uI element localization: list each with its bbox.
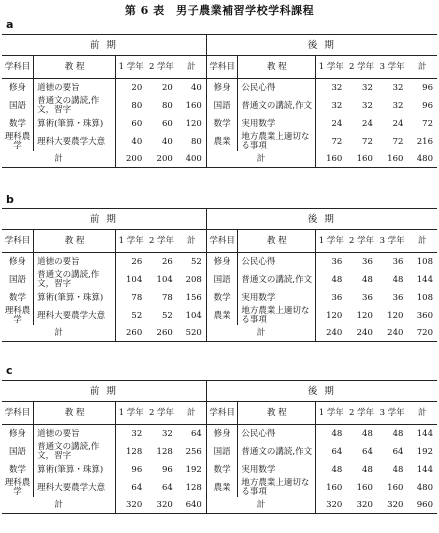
subject-cell: 修身 xyxy=(206,253,238,272)
table-row xyxy=(2,115,437,133)
hours-cell: 160 xyxy=(387,482,404,493)
hours-cell: 32 xyxy=(392,82,404,93)
curriculum-table-a xyxy=(2,34,437,168)
table-row xyxy=(2,307,437,325)
hours-cell: 78 xyxy=(131,292,143,303)
total-column-header: 計 xyxy=(177,402,207,425)
hours-cell: 32 xyxy=(161,428,173,439)
year3-column-header: 3 学年 xyxy=(377,402,408,425)
subject-cell: 修身 xyxy=(2,425,34,444)
total-cell: 240 xyxy=(346,325,377,342)
subject-cell: 国語 xyxy=(2,443,34,461)
year2-column-header: 2 学年 xyxy=(146,230,177,253)
first-term-header: 前 期 xyxy=(2,381,206,402)
section-label: a xyxy=(6,18,14,31)
hours-cell: 32 xyxy=(331,82,343,93)
total-cell: 200 xyxy=(116,151,147,168)
course-cell: 公民心得 xyxy=(238,253,316,272)
subject-cell: 修身 xyxy=(206,79,238,98)
year2-column-header: 2 学年 xyxy=(146,402,177,425)
hours-cell: 24 xyxy=(331,118,343,129)
subject-cell: 国語 xyxy=(206,443,238,461)
hours-total-cell: 128 xyxy=(177,479,207,497)
subject-cell: 修身 xyxy=(2,79,34,98)
hours-total-cell: 108 xyxy=(416,256,433,267)
hours-cell: 64 xyxy=(362,446,373,457)
hours-cell: 48 xyxy=(362,464,373,475)
subject-cell: 修身 xyxy=(2,253,34,272)
hours-total-cell: 40 xyxy=(177,79,207,98)
hours-cell: 36 xyxy=(331,256,343,267)
total-cell: 320 xyxy=(146,497,177,514)
hours-cell: 160 xyxy=(356,482,373,493)
year3-column-header: 3 学年 xyxy=(377,230,408,253)
second-term-header: 後 期 xyxy=(206,381,437,402)
total-label: 計 xyxy=(206,151,315,168)
course-cell: 普通文の講読,作文 xyxy=(238,443,316,461)
course-cell: 地方農業上適切なる事項 xyxy=(238,133,316,151)
hours-cell: 128 xyxy=(156,446,173,457)
course-cell: 実用数学 xyxy=(238,115,316,133)
curriculum-table-c xyxy=(2,380,437,514)
hours-cell: 104 xyxy=(126,274,143,285)
hours-cell: 32 xyxy=(392,100,404,111)
hours-cell: 36 xyxy=(331,292,343,303)
term-header-row xyxy=(2,209,437,230)
total-label: 計 xyxy=(206,497,315,514)
subject-cell: 国語 xyxy=(2,271,34,289)
hours-cell: 80 xyxy=(161,100,173,111)
hours-cell: 120 xyxy=(387,310,404,321)
totals-row xyxy=(2,151,437,168)
course-column-header: 教 程 xyxy=(238,402,316,425)
hours-total-cell: 216 xyxy=(416,136,433,147)
subject-column-header: 学科目 xyxy=(206,56,238,79)
hours-cell: 40 xyxy=(161,136,173,147)
hours-cell: 36 xyxy=(362,292,373,303)
hours-cell: 48 xyxy=(331,464,343,475)
grand-total-cell: 480 xyxy=(407,151,437,168)
total-cell: 320 xyxy=(116,497,147,514)
course-cell: 普通文の講読,作文 xyxy=(238,97,316,115)
table-row xyxy=(2,79,437,98)
hours-total-cell: 72 xyxy=(422,118,433,129)
course-cell: 公民心得 xyxy=(238,79,316,98)
course-column-header: 教 程 xyxy=(34,402,116,425)
hours-total-cell: 360 xyxy=(416,310,433,321)
hours-cell: 32 xyxy=(131,428,143,439)
total-column-header: 計 xyxy=(407,402,437,425)
total-label: 計 xyxy=(2,151,116,168)
hours-cell: 48 xyxy=(392,274,404,285)
subject-column-header: 学科目 xyxy=(206,230,238,253)
column-header-row xyxy=(2,402,437,425)
subject-cell: 数学 xyxy=(2,289,34,307)
column-header-row xyxy=(2,230,437,253)
hours-cell: 60 xyxy=(131,118,143,129)
subject-cell: 理科農学 xyxy=(2,133,34,151)
course-cell: 普通文の講読,作文，習字 xyxy=(34,271,116,289)
subject-column-header: 学科目 xyxy=(2,56,34,79)
total-label: 計 xyxy=(2,325,116,342)
hours-cell: 20 xyxy=(131,82,143,93)
hours-cell: 104 xyxy=(156,274,173,285)
subject-cell: 数学 xyxy=(2,461,34,479)
hours-cell: 32 xyxy=(362,82,373,93)
hours-cell: 96 xyxy=(161,464,173,475)
hours-cell: 72 xyxy=(362,136,373,147)
hours-cell: 52 xyxy=(131,310,143,321)
year2-column-header: 2 学年 xyxy=(346,230,377,253)
subject-column-header: 学科目 xyxy=(206,402,238,425)
total-cell: 160 xyxy=(377,151,408,168)
total-cell: 200 xyxy=(146,151,177,168)
total-label: 計 xyxy=(2,497,116,514)
hours-cell: 52 xyxy=(161,310,173,321)
total-cell: 320 xyxy=(346,497,377,514)
subject-cell: 国語 xyxy=(206,271,238,289)
subject-column-header: 学科目 xyxy=(2,402,34,425)
total-cell: 240 xyxy=(377,325,408,342)
table-row xyxy=(2,97,437,115)
hours-cell: 36 xyxy=(392,256,404,267)
subject-cell: 数学 xyxy=(206,115,238,133)
hours-cell: 48 xyxy=(362,428,373,439)
course-cell: 道徳の要旨 xyxy=(34,79,116,98)
total-column-header: 計 xyxy=(177,230,207,253)
total-column-header: 計 xyxy=(407,56,437,79)
course-column-header: 教 程 xyxy=(238,230,316,253)
course-cell: 普通文の講読,作文，習字 xyxy=(34,443,116,461)
hours-cell: 78 xyxy=(161,292,173,303)
hours-cell: 20 xyxy=(161,82,173,93)
hours-total-cell: 96 xyxy=(422,100,433,111)
hours-total-cell: 144 xyxy=(416,428,433,439)
table-row xyxy=(2,425,437,444)
hours-total-cell: 108 xyxy=(416,292,433,303)
year3-column-header: 3 学年 xyxy=(377,56,408,79)
hours-cell: 32 xyxy=(362,100,373,111)
hours-cell: 80 xyxy=(131,100,143,111)
course-cell: 理科大要農学大意 xyxy=(34,479,116,497)
subject-cell: 国語 xyxy=(206,97,238,115)
course-cell: 算術(筆算・珠算) xyxy=(34,115,116,133)
hours-total-cell: 144 xyxy=(416,464,433,475)
hours-cell: 72 xyxy=(331,136,343,147)
hours-total-cell: 208 xyxy=(177,271,207,289)
hours-cell: 48 xyxy=(331,274,343,285)
table-row xyxy=(2,443,437,461)
year1-column-header: 1 学年 xyxy=(116,230,147,253)
year1-column-header: 1 学年 xyxy=(316,56,347,79)
first-term-header: 前 期 xyxy=(2,35,206,56)
hours-total-cell: 144 xyxy=(416,274,433,285)
hours-total-cell: 104 xyxy=(177,307,207,325)
hours-cell: 40 xyxy=(131,136,143,147)
course-cell: 理科大要農学大意 xyxy=(34,133,116,151)
hours-total-cell: 160 xyxy=(177,97,207,115)
year1-column-header: 1 学年 xyxy=(316,402,347,425)
hours-cell: 96 xyxy=(131,464,143,475)
hours-cell: 128 xyxy=(126,446,143,457)
section-label: c xyxy=(6,364,13,377)
second-term-header: 後 期 xyxy=(206,35,437,56)
course-cell: 地方農業上適切なる事項 xyxy=(238,307,316,325)
table-row xyxy=(2,479,437,497)
subject-cell: 数学 xyxy=(206,289,238,307)
hours-cell: 26 xyxy=(131,256,143,267)
total-cell: 160 xyxy=(346,151,377,168)
column-header-row xyxy=(2,56,437,79)
term-header-row xyxy=(2,35,437,56)
hours-cell: 160 xyxy=(326,482,343,493)
subject-cell: 農業 xyxy=(206,479,238,497)
course-column-header: 教 程 xyxy=(34,230,116,253)
subject-cell: 農業 xyxy=(206,307,238,325)
hours-total-cell: 64 xyxy=(177,425,207,444)
year1-column-header: 1 学年 xyxy=(116,402,147,425)
course-cell: 公民心得 xyxy=(238,425,316,444)
hours-cell: 24 xyxy=(392,118,404,129)
hours-total-cell: 192 xyxy=(177,461,207,479)
table-row xyxy=(2,271,437,289)
section-label: b xyxy=(6,193,14,206)
course-cell: 普通文の講読,作文 xyxy=(238,271,316,289)
year2-column-header: 2 学年 xyxy=(346,56,377,79)
table-row xyxy=(2,133,437,151)
year1-column-header: 1 学年 xyxy=(116,56,147,79)
hours-cell: 120 xyxy=(326,310,343,321)
hours-total-cell: 96 xyxy=(422,82,433,93)
total-cell: 260 xyxy=(146,325,177,342)
course-cell: 実用数学 xyxy=(238,461,316,479)
year1-column-header: 1 学年 xyxy=(316,230,347,253)
hours-cell: 72 xyxy=(392,136,404,147)
course-cell: 道徳の要旨 xyxy=(34,425,116,444)
subject-cell: 数学 xyxy=(206,461,238,479)
hours-cell: 24 xyxy=(362,118,373,129)
subject-cell: 国語 xyxy=(2,97,34,115)
total-column-header: 計 xyxy=(407,230,437,253)
term-header-row xyxy=(2,381,437,402)
subject-cell: 修身 xyxy=(206,425,238,444)
grand-total-cell: 640 xyxy=(177,497,207,514)
table-row xyxy=(2,461,437,479)
course-cell: 算術(筆算・珠算) xyxy=(34,289,116,307)
hours-cell: 64 xyxy=(392,446,404,457)
curriculum-table-b xyxy=(2,208,437,342)
totals-row xyxy=(2,497,437,514)
first-term-header: 前 期 xyxy=(2,209,206,230)
hours-cell: 64 xyxy=(161,482,173,493)
table-row xyxy=(2,253,437,272)
hours-total-cell: 52 xyxy=(177,253,207,272)
hours-total-cell: 120 xyxy=(177,115,207,133)
total-cell: 320 xyxy=(316,497,347,514)
course-column-header: 教 程 xyxy=(34,56,116,79)
total-cell: 160 xyxy=(316,151,347,168)
hours-cell: 32 xyxy=(331,100,343,111)
subject-cell: 理科農学 xyxy=(2,479,34,497)
hours-cell: 48 xyxy=(392,464,404,475)
hours-total-cell: 156 xyxy=(177,289,207,307)
course-cell: 理科大要農学大意 xyxy=(34,307,116,325)
hours-cell: 48 xyxy=(392,428,404,439)
course-cell: 道徳の要旨 xyxy=(34,253,116,272)
hours-cell: 36 xyxy=(362,256,373,267)
year2-column-header: 2 学年 xyxy=(346,402,377,425)
totals-row xyxy=(2,325,437,342)
total-cell: 320 xyxy=(377,497,408,514)
hours-cell: 64 xyxy=(331,446,343,457)
subject-column-header: 学科目 xyxy=(2,230,34,253)
hours-total-cell: 256 xyxy=(177,443,207,461)
grand-total-cell: 400 xyxy=(177,151,207,168)
hours-cell: 60 xyxy=(161,118,173,129)
course-cell: 実用数学 xyxy=(238,289,316,307)
subject-cell: 理科農学 xyxy=(2,307,34,325)
hours-total-cell: 192 xyxy=(416,446,433,457)
second-term-header: 後 期 xyxy=(206,209,437,230)
grand-total-cell: 960 xyxy=(407,497,437,514)
hours-cell: 26 xyxy=(161,256,173,267)
grand-total-cell: 520 xyxy=(177,325,207,342)
course-column-header: 教 程 xyxy=(238,56,316,79)
hours-cell: 64 xyxy=(131,482,143,493)
subject-cell: 農業 xyxy=(206,133,238,151)
course-cell: 算術(筆算・珠算) xyxy=(34,461,116,479)
hours-cell: 48 xyxy=(362,274,373,285)
subject-cell: 数学 xyxy=(2,115,34,133)
grand-total-cell: 720 xyxy=(407,325,437,342)
year2-column-header: 2 学年 xyxy=(146,56,177,79)
table-row xyxy=(2,289,437,307)
course-cell: 普通文の講読,作文，習字 xyxy=(34,97,116,115)
total-cell: 240 xyxy=(316,325,347,342)
total-column-header: 計 xyxy=(177,56,207,79)
table-title: 第 6 表 男子農業補習学校学科課程 xyxy=(124,4,315,17)
hours-cell: 120 xyxy=(356,310,373,321)
hours-cell: 36 xyxy=(392,292,404,303)
total-cell: 260 xyxy=(116,325,147,342)
hours-total-cell: 80 xyxy=(177,133,207,151)
hours-cell: 48 xyxy=(331,428,343,439)
course-cell: 地方農業上適切なる事項 xyxy=(238,479,316,497)
hours-total-cell: 480 xyxy=(416,482,433,493)
total-label: 計 xyxy=(206,325,315,342)
